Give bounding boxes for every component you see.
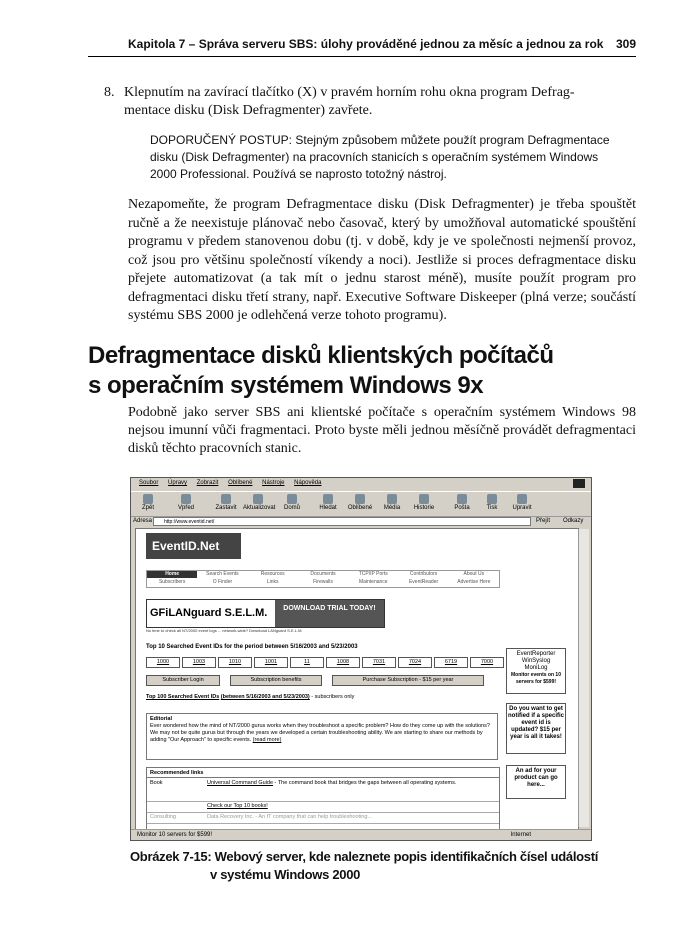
- menu-tools[interactable]: Nástroje: [262, 480, 285, 486]
- editorial-text: Ever wondered how the mind of NT/2000 gurus works when they troubleshoot a specific problem? How do they come up with the solutions? We may not be quite gurus but through the years we developed a certain troubleshooting ability. We are starting to share our methods by adding "Our Approach" to specific events.: [150, 723, 490, 743]
- side-ad-line: WinSyslog: [521, 658, 551, 664]
- security-zone: Internet: [510, 832, 531, 838]
- banner-caption-link[interactable]: No time to check all NT/2000 event logs ... network-wide? Download LANguard S.E.L.M.: [146, 628, 303, 633]
- search-button[interactable]: Hledat: [313, 494, 343, 511]
- reco-desc: - The command book that bridges the gaps between all operating systems.: [273, 780, 457, 786]
- nav-o-finder[interactable]: O Finder: [212, 579, 233, 585]
- back-button[interactable]: Zpět: [133, 494, 163, 511]
- edit-button[interactable]: Upravit: [507, 494, 537, 511]
- nav-documents[interactable]: Documents: [310, 571, 336, 577]
- mail-button[interactable]: Pošta: [447, 494, 477, 511]
- caption-line-1: Obrázek 7-15: Webový server, kde naleznete popis identifikačních čísel událostí: [130, 849, 599, 864]
- nav-subscribers[interactable]: Subscribers: [158, 579, 186, 585]
- media-icon: [387, 494, 397, 504]
- history-button[interactable]: Historie: [409, 494, 439, 511]
- body-paragraph-2: Podobně jako server SBS ani klientské počítače s operačním systémem Windows 98 nejsou imunní vůči fragmentaci. Proto byste měli jednou měsíčně provádět defragmentaci disků těchto pracovních stanic.: [128, 405, 636, 456]
- side-ad-line: EventReporter: [516, 651, 556, 657]
- menu-favorites[interactable]: Oblíbené: [228, 480, 253, 486]
- reco-text[interactable]: Data Recovery Inc. - An IT company that can help troubleshooting...: [207, 814, 372, 820]
- reco-label: Consulting: [150, 814, 176, 820]
- product-ad-slot[interactable]: An ad for your product can go here...: [506, 765, 566, 799]
- browser-toolbar: [131, 491, 591, 517]
- nav-eventreader[interactable]: EventReader: [408, 579, 439, 585]
- side-ad-line: MoniLog: [524, 665, 548, 671]
- nav-maintenance[interactable]: Maintenance: [358, 579, 388, 585]
- status-bar: [131, 829, 591, 841]
- stop-icon: [221, 494, 231, 504]
- ad-banner[interactable]: [146, 599, 385, 628]
- event-id-link[interactable]: 1001: [254, 657, 288, 668]
- web-page-viewport: [135, 528, 579, 830]
- stop-button[interactable]: Zastavit: [211, 494, 241, 511]
- eventreporter-ad[interactable]: [506, 648, 566, 694]
- nav-resources[interactable]: Resources: [260, 571, 285, 577]
- nav-about-us[interactable]: About Us: [463, 571, 485, 577]
- tip-label: DOPORUČENÝ POSTUP:: [150, 133, 293, 147]
- banner-brand: GFiLANguard S.E.L.M.: [147, 600, 275, 627]
- mail-icon: [457, 494, 467, 504]
- figure-caption: [130, 848, 630, 884]
- site-logo[interactable]: EventID.Net: [146, 533, 241, 559]
- menu-view[interactable]: Zobrazit: [196, 480, 219, 486]
- reco-row-books: [147, 802, 499, 813]
- links-button[interactable]: Odkazy: [563, 518, 584, 524]
- browser-menubar: [131, 478, 591, 490]
- event-id-link[interactable]: 6719: [434, 657, 468, 668]
- subscriber-login-button[interactable]: Subscriber Login: [146, 675, 220, 686]
- reco-row-consulting: [147, 813, 499, 824]
- editorial-box: [146, 713, 498, 760]
- browser-screenshot: [130, 477, 592, 841]
- subscription-benefits-button[interactable]: Subscription benefits: [230, 675, 322, 686]
- reco-row-book: [147, 779, 499, 802]
- home-icon: [287, 494, 297, 504]
- favorites-icon: [355, 494, 365, 504]
- print-icon: [487, 494, 497, 504]
- nav-contributors[interactable]: Contributors: [409, 571, 438, 577]
- top100-period: (between 5/16/2003 and 5/23/2003): [220, 694, 310, 700]
- top10-ids: [146, 657, 506, 668]
- history-icon: [419, 494, 429, 504]
- nav-search-events[interactable]: Search Events: [206, 571, 239, 577]
- site-nav: [146, 570, 500, 588]
- menu-edit[interactable]: Úpravy: [168, 480, 188, 486]
- read-more-link[interactable]: (read more): [252, 737, 282, 743]
- tip-line-3: 2000 Professional. Používá se naprosto totožný nástroj.: [150, 167, 447, 181]
- menu-help[interactable]: Nápověda: [294, 480, 322, 486]
- recommended-links: [146, 767, 500, 830]
- home-button[interactable]: Domů: [277, 494, 307, 511]
- address-bar: [131, 516, 591, 527]
- go-button[interactable]: Přejít: [536, 518, 551, 524]
- top10-title: Top 10 Searched Event IDs for the period between 5/16/2003 and 5/23/2003: [146, 644, 358, 650]
- vertical-scrollbar[interactable]: [578, 529, 589, 827]
- step-line-1: Klepnutím na zavírací tlačítko (X) v pravém horním rohu okna program Defrag-: [124, 85, 575, 100]
- menu-file[interactable]: Soubor: [139, 480, 159, 486]
- reco-label: Book: [150, 780, 163, 786]
- nav-row-bottom: [147, 579, 499, 586]
- event-id-link[interactable]: 7031: [362, 657, 396, 668]
- forward-button[interactable]: Vpřed: [171, 494, 201, 511]
- nav-row-top: [147, 571, 499, 578]
- step-8: [104, 84, 636, 120]
- step-line-2: mentace disku (Disk Defragmenter) zavřete.: [124, 103, 373, 118]
- event-id-link[interactable]: 1000: [146, 657, 180, 668]
- refresh-icon: [253, 494, 263, 504]
- caption-line-2: v systému Windows 2000: [210, 867, 361, 882]
- event-id-link[interactable]: 1010: [218, 657, 252, 668]
- refresh-button[interactable]: Aktualizovat: [243, 494, 273, 511]
- address-label: Adresa: [133, 518, 153, 524]
- editorial-title: Editorial: [150, 716, 173, 722]
- top10-books-link[interactable]: Check our Top 10 books!: [207, 803, 268, 809]
- page-number: 309: [615, 37, 636, 51]
- print-button[interactable]: Tisk: [477, 494, 507, 511]
- universal-command-guide-link[interactable]: Universal Command Guide: [207, 780, 274, 786]
- chapter-title: Kapitola 7 – Správa serveru SBS: úlohy prováděné jednou za měsíc a jednou za rok: [128, 37, 604, 51]
- address-input[interactable]: http://www.eventid.net/: [153, 517, 531, 526]
- event-id-link[interactable]: 11: [290, 657, 324, 668]
- running-header: [88, 36, 636, 57]
- section-heading-line-2: s operačním systémem Windows 9x: [88, 372, 484, 399]
- side-ad-promo: Monitor events on 10 servers for $599!: [510, 672, 561, 685]
- edit-icon: [517, 494, 527, 504]
- nav-advertise[interactable]: Advertise Here: [457, 579, 491, 585]
- event-id-link[interactable]: 1008: [326, 657, 360, 668]
- step-number: 8.: [104, 85, 115, 100]
- forward-icon: [181, 494, 191, 504]
- top100-suffix: - subscribers only: [309, 694, 355, 700]
- nav-tcpip-ports[interactable]: TCP/IP Ports: [358, 571, 388, 577]
- windows-logo-icon: [573, 479, 585, 488]
- nav-links[interactable]: Links: [266, 579, 279, 585]
- tip-line-1: Stejným způsobem můžete použít program Defragmentace: [292, 133, 610, 147]
- event-id-link[interactable]: 7024: [398, 657, 432, 668]
- section-heading-line-1: Defragmentace disků klientských počítačů: [88, 342, 554, 369]
- banner-cta: DOWNLOAD TRIAL TODAY!: [275, 600, 384, 627]
- reco-text: [207, 780, 497, 787]
- nav-home[interactable]: Home: [147, 571, 197, 578]
- search-icon: [323, 494, 333, 504]
- event-id-link[interactable]: 1003: [182, 657, 216, 668]
- favorites-button[interactable]: Oblíbené: [345, 494, 375, 511]
- media-button[interactable]: Média: [377, 494, 407, 511]
- event-id-link[interactable]: 7000: [470, 657, 504, 668]
- recommended-links-title: Recommended links: [147, 768, 499, 778]
- status-text: Monitor 10 servers for $599!: [137, 832, 213, 838]
- body-paragraph-1: Nezapomeňte, že program Defragmentace disku (Disk Defragmenter) je třeba spouštět ručně a že neexistuje plánovač nebo časovač, který by umožňoval automatické spouštění programu v předem stanovenou dobu (tj. v době, kdy je ve společnosti nejmenší provoz, což jsou pro většinu společností víkendy a noci). Jestliže si proces defragmentace disku přejete automatizovat (a tak mít o jednu starost méně), musíte použít program pro defragmentaci disku třetí strany, např. Executive Software Diskeeper (plná verze; součástí systému SBS 2000 je odlehčená verze tohoto programu).: [128, 197, 636, 323]
- nav-firewalls[interactable]: Firewalls: [313, 579, 333, 585]
- back-icon: [143, 494, 153, 504]
- purchase-subscription-button[interactable]: Purchase Subscription - $15 per year: [332, 675, 484, 686]
- notification-ad[interactable]: Do you want to get notified if a specific event id is updated? $15 per year is all it takes!: [506, 703, 566, 754]
- best-practice-note: [150, 132, 620, 183]
- top100-line: [146, 694, 354, 700]
- top100-link[interactable]: Top 100 Searched Event IDs: [146, 694, 220, 700]
- tip-line-2: disku (Disk Defragmenter) na pracovních stanicích s operačním systémem Windows: [150, 150, 599, 164]
